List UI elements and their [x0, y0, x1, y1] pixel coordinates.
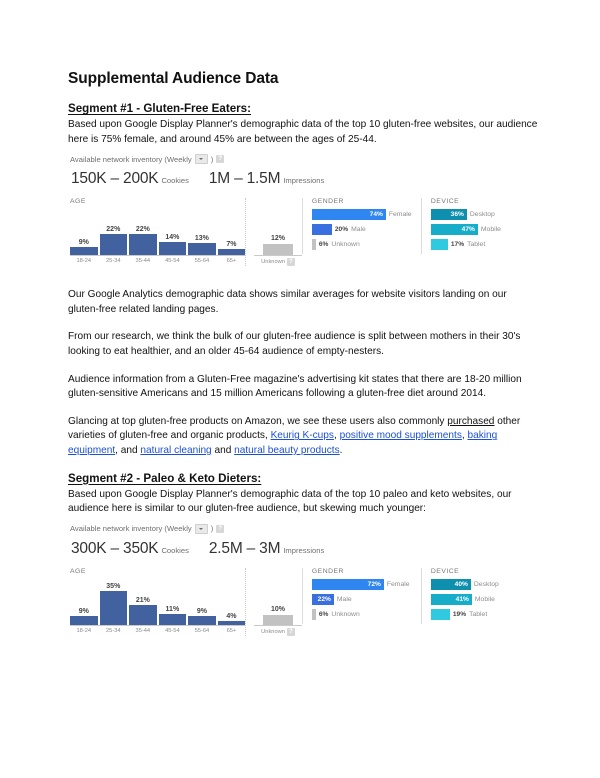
- age-axis-label: 55-64: [194, 627, 210, 634]
- age-unknown-bar-wrap-1: [254, 209, 302, 256]
- gender-bar-row: [312, 594, 421, 605]
- age-panel-2: [70, 568, 245, 634]
- age-bar-group: [70, 209, 98, 255]
- link-keurig-k-cups[interactable]: Keurig K-cups: [270, 430, 334, 442]
- amazon-text-end: .: [339, 444, 343, 456]
- age-bar-group: [100, 209, 128, 255]
- age-panel-1: [70, 198, 245, 264]
- amazon-sep-2: ,: [461, 430, 468, 442]
- impressions-value-1: 1M – 1.5M: [208, 170, 281, 188]
- impressions-label-1: Impressions: [283, 176, 325, 186]
- segment-1-intro: Based upon Google Display Planner's demographic data of the top 10 gluten-free websites, our audience here is 75% female, and around 45% are between the ages of 25-44.: [68, 119, 538, 145]
- gender-panel-title-1: GENDER: [311, 198, 344, 206]
- segment-1-heading: Segment #1 - Gluten-Free Eaters:: [68, 102, 251, 115]
- help-icon[interactable]: ?: [287, 258, 295, 266]
- segment-1-paragraph-1: Our Google Analytics demographic data shows similar averages for website visitors landing on our gluten-free related landing pages.: [68, 289, 507, 315]
- cookies-total-2: [71, 540, 189, 558]
- chevron-down-icon[interactable]: [195, 524, 208, 534]
- age-axis-label: 25-34: [106, 627, 121, 634]
- gender-bar-row: [312, 209, 421, 220]
- age-histogram-labels-2: [70, 628, 245, 634]
- age-bar-value: 35%: [106, 583, 121, 591]
- age-axis-label: 55-64: [194, 258, 210, 265]
- demographic-panels-2: [70, 568, 536, 636]
- age-bar: [188, 616, 216, 625]
- age-unknown-bar: [263, 615, 293, 625]
- gender-bar-label: Unknown: [331, 241, 360, 249]
- inventory-label-1: Available network inventory (Weekly: [70, 154, 192, 164]
- inventory-header-1: [70, 154, 536, 164]
- display-planner-widget-1: [70, 154, 536, 266]
- segment-1-paragraph-2: From our research, we think the bulk of our gluten-free audience is split between mothers in their 30's looking to eat healthier, and an older 45-64 audience of empty-nesters.: [68, 331, 521, 357]
- age-axis-label: 18-24: [76, 258, 92, 265]
- device-panel-title-2: DEVICE: [430, 567, 460, 575]
- impressions-total-1: [209, 170, 324, 188]
- impressions-total-2: [209, 540, 324, 558]
- gender-bar: [312, 224, 332, 235]
- link-positive-mood-supplements[interactable]: positive mood supplements: [339, 430, 462, 442]
- gender-bar-label: Female: [388, 211, 412, 219]
- gender-bar-value: 6%: [318, 610, 329, 618]
- help-icon[interactable]: ?: [216, 525, 224, 533]
- device-bar-row: [431, 224, 536, 235]
- age-axis-label: 45-54: [165, 627, 180, 634]
- device-bar-row: [431, 209, 536, 220]
- chevron-down-icon[interactable]: [195, 154, 208, 164]
- age-bar: [100, 591, 128, 624]
- age-bar-value: 22%: [106, 226, 121, 234]
- impressions-value-2: 2.5M – 3M: [208, 539, 281, 557]
- age-bar-value: 9%: [196, 608, 207, 616]
- age-histogram-labels-1: [70, 258, 245, 264]
- device-bar-label: Mobile: [474, 595, 495, 603]
- device-bar-row: [431, 594, 536, 605]
- amazon-text-part2: other varieties of gluten-free and organic products,: [68, 415, 521, 442]
- gender-bar: [312, 579, 384, 590]
- gender-panel-2: [302, 568, 421, 624]
- help-icon[interactable]: ?: [287, 628, 295, 636]
- help-icon[interactable]: ?: [216, 155, 224, 163]
- amazon-sep-1: ,: [333, 430, 340, 442]
- inventory-totals-2: [71, 540, 536, 558]
- device-bar: [431, 239, 448, 250]
- age-bar: [159, 242, 187, 255]
- device-bar: [431, 224, 478, 235]
- age-unknown-label-1: [254, 258, 302, 266]
- age-bar: [218, 621, 246, 625]
- age-axis-label: 45-54: [165, 258, 180, 265]
- age-unknown-text-2: Unknown: [261, 628, 285, 635]
- amazon-text-part1: Glancing at top gluten-free products on Amazon, we see these users also commonly: [68, 415, 448, 427]
- age-bar-group: [129, 579, 157, 625]
- demographic-panels-1: [70, 198, 536, 266]
- device-bar-row: [431, 579, 536, 590]
- segment-1-paragraph-3: Audience information from a Gluten-Free magazine's advertising kit states that there are 18-20 million gluten-sensitive Americans and 15 million Americans following a gluten-free diet around 2014.: [68, 373, 522, 400]
- device-bar-label: Tablet: [469, 610, 488, 618]
- age-bar: [129, 605, 157, 625]
- device-bar-label: Desktop: [473, 580, 499, 588]
- age-bar: [100, 234, 128, 255]
- gender-bar: [312, 594, 334, 605]
- gender-panel-1: [302, 198, 421, 254]
- gender-bar-value: 6%: [318, 241, 329, 249]
- age-histogram-1: [70, 209, 245, 256]
- gender-bar-label: Male: [351, 226, 366, 234]
- age-bar: [218, 249, 246, 256]
- device-bar: [431, 609, 450, 620]
- cookies-value-1: 150K – 200K: [71, 170, 159, 188]
- gender-bar-label: Female: [386, 580, 410, 588]
- age-unknown-text-1: Unknown: [261, 259, 285, 266]
- cookies-value-2: 300K – 350K: [71, 539, 159, 557]
- cookies-label-1: Cookies: [161, 176, 189, 186]
- age-panel-title-1: AGE: [70, 198, 86, 206]
- gender-bar: [312, 609, 316, 620]
- inventory-close-paren-2: ): [210, 524, 214, 534]
- device-bar-value: 47%: [461, 226, 475, 234]
- gender-bar-row: [312, 239, 421, 250]
- age-bar-group: [159, 209, 187, 255]
- gender-bar-label: Unknown: [331, 610, 360, 618]
- age-bar-group: [100, 579, 128, 625]
- amazon-sep-4: and: [211, 444, 235, 456]
- device-bar-value: 36%: [450, 211, 464, 219]
- device-bar: [431, 579, 471, 590]
- page-title: Supplemental Audience Data: [68, 70, 279, 87]
- device-bar-label: Desktop: [469, 211, 495, 219]
- amazon-sep-3: , and: [115, 444, 141, 456]
- device-panel-2: [421, 568, 536, 624]
- age-bar-group: [188, 209, 216, 255]
- inventory-totals-1: [71, 170, 536, 188]
- device-bar: [431, 209, 467, 220]
- age-unknown-value: 12%: [271, 234, 286, 242]
- age-bar: [159, 614, 187, 624]
- age-bar-group: [188, 579, 216, 625]
- age-bar-value: 4%: [226, 612, 237, 620]
- age-unknown-panel-1: [245, 198, 302, 266]
- amazon-emphasis-purchased: purchased: [447, 415, 495, 427]
- display-planner-widget-2: [70, 524, 536, 636]
- age-bar-value: 14%: [165, 233, 180, 241]
- age-axis-label: 65+: [226, 258, 237, 265]
- gender-bars-2: [312, 579, 421, 620]
- age-unknown-bar-wrap-2: [254, 579, 302, 626]
- age-bar-value: 9%: [78, 608, 89, 616]
- gender-bar-row: [312, 579, 421, 590]
- device-bar-row: [431, 609, 536, 620]
- device-bars-2: [431, 579, 536, 620]
- link-baking-equipment[interactable]: baking equipment: [68, 430, 498, 456]
- age-bar-value: 9%: [78, 238, 89, 246]
- age-bar: [188, 243, 216, 255]
- age-axis-label: 35-44: [135, 627, 151, 634]
- age-bar-value: 22%: [135, 226, 150, 234]
- age-bar-group: [218, 209, 246, 255]
- age-bar-group: [129, 209, 157, 255]
- age-bar-value: 7%: [226, 240, 237, 248]
- gender-bar-value: 72%: [367, 580, 381, 588]
- age-unknown-bar: [263, 244, 293, 255]
- age-panel-title-2: AGE: [70, 567, 86, 575]
- link-natural-beauty-products[interactable]: natural beauty products: [234, 444, 340, 456]
- age-unknown-panel-2: [245, 568, 302, 636]
- gender-bar-value: 20%: [334, 226, 349, 234]
- gender-bar-label: Male: [336, 595, 352, 603]
- age-bar: [70, 247, 98, 256]
- segment-2-heading: Segment #2 - Paleo & Keto Dieters:: [68, 471, 262, 485]
- segment-2-intro: Based upon Google Display Planner's demographic data of the top 10 paleo and keto websites, our audience here is similar to our gluten-free audience, but skewing much younger:: [68, 488, 512, 515]
- age-bar-value: 11%: [165, 606, 180, 614]
- age-bar-group: [218, 579, 246, 625]
- age-axis-label: 25-34: [106, 258, 121, 265]
- age-axis-label: 65+: [226, 627, 237, 634]
- gender-panel-title-2: GENDER: [311, 567, 344, 575]
- age-axis-label: 18-24: [76, 627, 92, 634]
- age-bar-group: [159, 579, 187, 625]
- age-bar-value: 21%: [135, 596, 150, 604]
- cookies-total-1: [71, 170, 189, 188]
- device-bar-label: Mobile: [480, 226, 501, 234]
- device-bars-1: [431, 209, 536, 250]
- link-natural-cleaning[interactable]: natural cleaning: [140, 444, 212, 456]
- device-bar-row: [431, 239, 536, 250]
- age-bar-group: [70, 579, 98, 625]
- inventory-header-2: [70, 524, 536, 534]
- impressions-label-2: Impressions: [283, 545, 325, 555]
- inventory-label-2: Available network inventory (Weekly: [70, 524, 192, 534]
- cookies-label-2: Cookies: [161, 545, 189, 555]
- inventory-close-paren-1: ): [210, 154, 214, 164]
- age-unknown-value: 10%: [271, 606, 286, 614]
- device-bar-value: 19%: [452, 610, 467, 618]
- age-axis-label: 35-44: [135, 258, 151, 265]
- gender-bar-row: [312, 609, 421, 620]
- gender-bar-value: 22%: [317, 595, 331, 603]
- age-bar: [129, 234, 157, 255]
- gender-bars-1: [312, 209, 421, 250]
- age-bar: [70, 616, 98, 625]
- device-bar-value: 41%: [455, 595, 469, 603]
- age-unknown-label-2: [254, 628, 302, 636]
- age-bar-value: 13%: [194, 234, 209, 242]
- gender-bar: [312, 209, 386, 220]
- gender-bar: [312, 239, 316, 250]
- device-bar-value: 40%: [454, 580, 468, 588]
- age-histogram-2: [70, 579, 245, 626]
- gender-bar-row: [312, 224, 421, 235]
- device-panel-title-1: DEVICE: [430, 198, 460, 206]
- device-bar-value: 17%: [450, 241, 465, 249]
- device-panel-1: [421, 198, 536, 254]
- device-bar: [431, 594, 472, 605]
- gender-bar-value: 74%: [369, 211, 383, 219]
- device-bar-label: Tablet: [467, 241, 486, 249]
- segment-1-amazon-paragraph: [68, 415, 540, 459]
